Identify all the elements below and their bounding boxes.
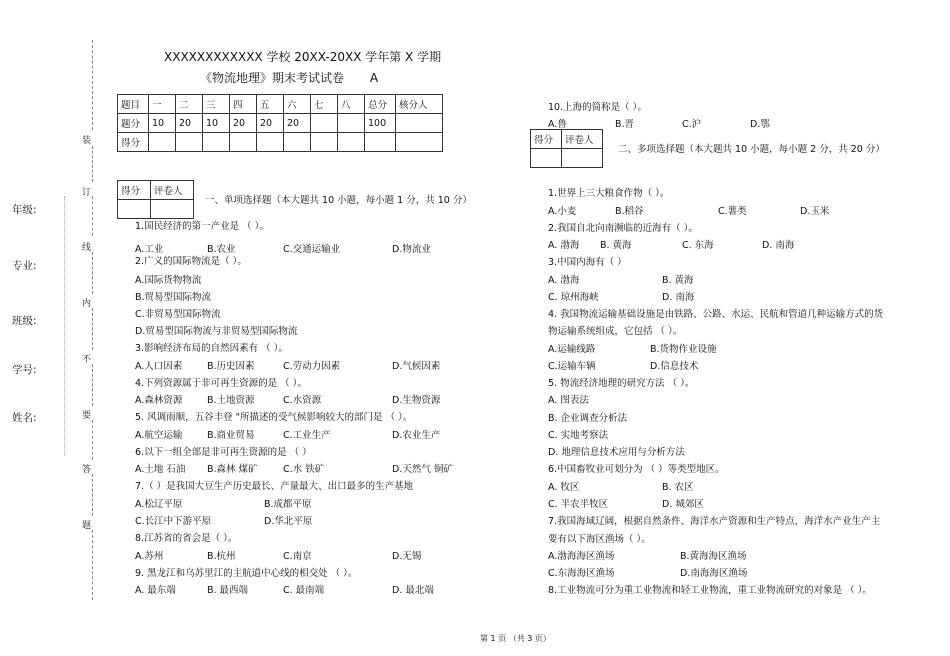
answer-option[interactable]: C.长江中下游平原 <box>135 516 212 527</box>
major-label: 专业: <box>12 260 37 272</box>
answer-option[interactable]: B.货物作业设施 <box>650 344 717 355</box>
question-text: 9. 黑龙江和乌苏里江的主航道中心线的相交处 （ ）。 <box>135 568 358 579</box>
table-cell: 20 <box>284 114 311 133</box>
answer-option[interactable]: A. 渤海 <box>548 240 580 251</box>
answer-option[interactable]: D.信息技术 <box>650 361 699 372</box>
grader-box-2 <box>530 129 603 168</box>
binding-line <box>92 530 93 600</box>
table-cell: 三 <box>203 95 230 114</box>
answer-option[interactable]: D.华北平原 <box>264 516 313 527</box>
table-cell: 10 <box>149 114 176 133</box>
answer-option[interactable]: C.劳动力因素 <box>283 361 341 372</box>
question-text: 1.国民经济的第一产业是 （ ）。 <box>135 221 269 232</box>
question-text: 4.下列资源属于非可再生资源的是 （ ）。 <box>135 378 307 389</box>
answer-option[interactable]: A.运输线路 <box>548 344 596 355</box>
table-cell[interactable] <box>151 200 194 219</box>
answer-option[interactable]: D. 城郊区 <box>662 499 704 510</box>
answer-option[interactable]: A.土地 石油 <box>135 464 186 475</box>
section1-title: 一、单项选择题（本大题共 10 小题，每小题 1 分，共 10 分） <box>205 195 472 206</box>
answer-option[interactable]: A.森林资源 <box>135 395 183 406</box>
question-text: 6.中国畜牧业可划分为 （ ）等类型地区。 <box>548 464 725 475</box>
answer-option[interactable]: D.物流业 <box>392 244 431 255</box>
table-cell: 20 <box>176 114 203 133</box>
seal-char: 装 <box>82 136 92 146</box>
binding-line <box>92 474 93 516</box>
table-cell: 得分 <box>531 130 562 149</box>
answer-option[interactable]: B.稻谷 <box>615 206 644 217</box>
answer-option[interactable]: B. 黄海 <box>662 275 694 286</box>
answer-option[interactable]: A.航空运输 <box>135 430 183 441</box>
table-cell[interactable] <box>118 200 151 219</box>
answer-option[interactable]: B.土地资源 <box>207 395 255 406</box>
answer-option[interactable]: A. 牧区 <box>548 482 580 493</box>
seal-char: 题 <box>82 521 92 531</box>
table-cell: 10 <box>203 114 230 133</box>
table-cell: 20 <box>230 114 257 133</box>
answer-option[interactable]: D. 地理信息技术应用与分析方法 <box>548 447 685 458</box>
table-cell: 20 <box>257 114 284 133</box>
seal-char: 答 <box>82 465 92 475</box>
name-field-line <box>64 196 65 456</box>
answer-option[interactable]: A.松辽平原 <box>135 499 183 510</box>
answer-option[interactable]: D.玉米 <box>800 206 830 217</box>
seal-char: 线 <box>82 243 92 253</box>
answer-option[interactable]: A. 最东端 <box>135 585 176 596</box>
table-cell: 题分 <box>118 114 149 133</box>
answer-option[interactable]: C.运输车辆 <box>548 361 596 372</box>
answer-option[interactable]: C. 实地考察法 <box>548 430 609 441</box>
answer-option[interactable]: B.商业贸易 <box>207 430 255 441</box>
binding-line <box>92 420 93 460</box>
question-text: 2.我国自北向南濒临的近海有（ ）。 <box>548 223 698 234</box>
seal-char: 订 <box>82 188 92 198</box>
answer-option[interactable]: D.农业生产 <box>392 430 441 441</box>
answer-option[interactable]: B. 黄海 <box>600 240 632 251</box>
question-text: 10.上海的简称是（ ）。 <box>548 102 647 113</box>
table-cell[interactable] <box>311 133 338 152</box>
answer-option[interactable]: B.历史因素 <box>207 361 255 372</box>
table-cell: 一 <box>149 95 176 114</box>
question-text: 4. 我国物流运输基础设施是由铁路、公路、水运、民航和管道几种运输方式的货 <box>548 309 884 320</box>
score-table <box>117 94 443 152</box>
table-cell[interactable] <box>531 149 562 168</box>
table-cell: 题目 <box>118 95 149 114</box>
answer-option[interactable]: B.成都平原 <box>264 499 312 510</box>
answer-option[interactable]: A. 图表法 <box>548 395 589 406</box>
answer-option[interactable]: D.南海海区渔场 <box>680 568 748 579</box>
binding-line <box>92 364 93 406</box>
table-cell[interactable] <box>149 133 176 152</box>
answer-option[interactable]: D. 南海 <box>762 240 795 251</box>
answer-option[interactable]: B. 农区 <box>662 482 694 493</box>
school-term-title: XXXXXXXXXXXX 学校 20XX-20XX 学年第 X 学期 <box>164 50 442 64</box>
table-cell: 四 <box>230 95 257 114</box>
table-cell: 得分 <box>118 133 149 152</box>
page-footer: 第 1 页 （共 3 页） <box>480 634 551 643</box>
seal-char: 要 <box>82 411 92 421</box>
table-cell: 得分 <box>118 181 151 200</box>
answer-option[interactable]: C.水 铁矿 <box>283 464 325 475</box>
table-cell: 100 <box>365 114 396 133</box>
table-cell[interactable] <box>203 133 230 152</box>
seal-char: 不 <box>82 355 92 365</box>
answer-option[interactable]: B. 企业调查分析法 <box>548 413 628 424</box>
binding-line <box>92 252 93 294</box>
answer-option[interactable]: C.沪 <box>682 119 702 130</box>
answer-option[interactable]: D.气候因素 <box>392 361 441 372</box>
answer-option[interactable]: C.水资源 <box>283 395 322 406</box>
class-label: 班级: <box>12 315 37 327</box>
table-cell[interactable] <box>338 133 365 152</box>
answer-option[interactable]: A.小麦 <box>548 206 577 217</box>
question-text: 3.影响经济布局的自然因素有 （ ）。 <box>135 343 288 354</box>
grader-box-1 <box>117 180 194 219</box>
answer-option[interactable]: A.国际货物物流 <box>135 275 202 286</box>
question-text: 8.江苏省的省会是（ ）。 <box>135 533 238 544</box>
answer-option[interactable]: C. 东海 <box>682 240 714 251</box>
table-cell[interactable] <box>396 133 443 152</box>
answer-option[interactable]: D. 最北端 <box>392 585 434 596</box>
answer-option[interactable]: B.森林 煤矿 <box>207 464 258 475</box>
question-text: 3.中国内海有（ ） <box>548 257 627 268</box>
answer-option[interactable]: C.薯类 <box>718 206 747 217</box>
answer-option[interactable]: B.贸易型国际物流 <box>135 292 212 303</box>
answer-option[interactable]: B.晋 <box>615 119 635 130</box>
table-cell: 评卷人 <box>562 130 603 149</box>
answer-option[interactable]: A.工业 <box>135 244 164 255</box>
question-text: 8.工业物流可分为重工业物流和轻工业物流，重工业物流研究的对象是 （ ）。 <box>548 585 872 596</box>
answer-option[interactable]: C.交通运输业 <box>283 244 341 255</box>
table-cell[interactable] <box>176 133 203 152</box>
section2-title: 二、多项选择题（本大题共 10 小题，每小题 2 分，共 20 分） <box>618 144 885 155</box>
table-cell: 二 <box>176 95 203 114</box>
table-cell: 八 <box>338 95 365 114</box>
question-text: 要有以下海区渔场（ ）。 <box>548 534 651 545</box>
answer-option[interactable]: C. 最南端 <box>283 585 325 596</box>
table-row <box>118 95 443 114</box>
answer-option[interactable]: C. 半农半牧区 <box>548 499 609 510</box>
table-cell <box>396 114 443 133</box>
table-cell: 评卷人 <box>151 181 194 200</box>
question-text: 5. 风调雨顺，五谷丰登 "所描述的受气候影响较大的部门是 （ ）。 <box>135 412 413 423</box>
answer-option[interactable]: D.无锡 <box>392 551 422 562</box>
question-text: 1.世界上三大粮食作物（ ）。 <box>548 188 670 199</box>
answer-option[interactable]: C.非贸易型国际物流 <box>135 309 221 320</box>
question-text: 2.广义的国际物流是（ ）。 <box>135 256 247 267</box>
student-id-label: 学号: <box>12 364 37 376</box>
table-cell[interactable] <box>284 133 311 152</box>
answer-option[interactable]: B.杭州 <box>207 551 236 562</box>
answer-option[interactable]: C.南京 <box>283 551 312 562</box>
table-cell <box>338 114 365 133</box>
answer-option[interactable]: B.农业 <box>207 244 236 255</box>
exam-title <box>200 69 378 86</box>
question-text: 物运输系统组成，它包括 （ ）。 <box>548 326 683 337</box>
answer-option[interactable]: A.苏州 <box>135 551 164 562</box>
answer-option[interactable]: C.工业生产 <box>283 430 331 441</box>
table-row <box>118 133 443 152</box>
paper-version: A <box>369 71 379 85</box>
answer-option[interactable]: C. 琼州海峡 <box>548 292 599 303</box>
question-text: 7.（ ）是我国大豆生产历史最长、产量最大、出口最多的生产基地 <box>135 481 414 492</box>
binding-line <box>92 308 93 350</box>
answer-option[interactable]: D.贸易型国际物流与非贸易型国际物流 <box>135 326 298 337</box>
answer-option[interactable]: D.鄂 <box>750 119 770 130</box>
table-cell: 六 <box>284 95 311 114</box>
answer-option[interactable]: A. 渤海 <box>548 275 580 286</box>
table-cell: 核分人 <box>396 95 443 114</box>
binding-line <box>92 196 93 236</box>
table-cell: 五 <box>257 95 284 114</box>
table-cell[interactable] <box>365 133 396 152</box>
table-cell: 七 <box>311 95 338 114</box>
table-cell[interactable] <box>230 133 257 152</box>
seal-char: 内 <box>82 299 92 309</box>
question-text: 6.以下一组全部是非可再生资源的是 （ ） <box>135 447 312 458</box>
answer-option[interactable]: A.渤海海区渔场 <box>548 551 615 562</box>
answer-option[interactable]: D. 南海 <box>662 292 695 303</box>
answer-option[interactable]: A.鲁 <box>548 119 567 130</box>
table-cell <box>311 114 338 133</box>
name-label: 姓名: <box>12 412 37 424</box>
binding-line <box>92 40 93 130</box>
table-cell[interactable] <box>562 149 603 168</box>
answer-option[interactable]: B. 最西端 <box>207 585 249 596</box>
question-text: 5. 物流经济地理的研究方法 （ ）。 <box>548 378 695 389</box>
table-cell[interactable] <box>257 133 284 152</box>
answer-option[interactable]: B.黄海海区渔场 <box>680 551 747 562</box>
course-exam-name: 《物流地理》期末考试试卷 <box>200 71 345 85</box>
answer-option[interactable]: D.生物资源 <box>392 395 441 406</box>
answer-option[interactable]: D.天然气 铜矿 <box>392 464 453 475</box>
binding-line <box>92 146 93 182</box>
table-cell: 总分 <box>365 95 396 114</box>
answer-option[interactable]: A.人口因素 <box>135 361 183 372</box>
grade-label: 年级: <box>12 204 37 216</box>
answer-option[interactable]: C.东海海区渔场 <box>548 568 615 579</box>
table-row <box>118 114 443 133</box>
question-text: 7.我国海域辽阔，根据自然条件、海洋水产资源和生产特点，海洋水产业生产主 <box>548 516 881 527</box>
